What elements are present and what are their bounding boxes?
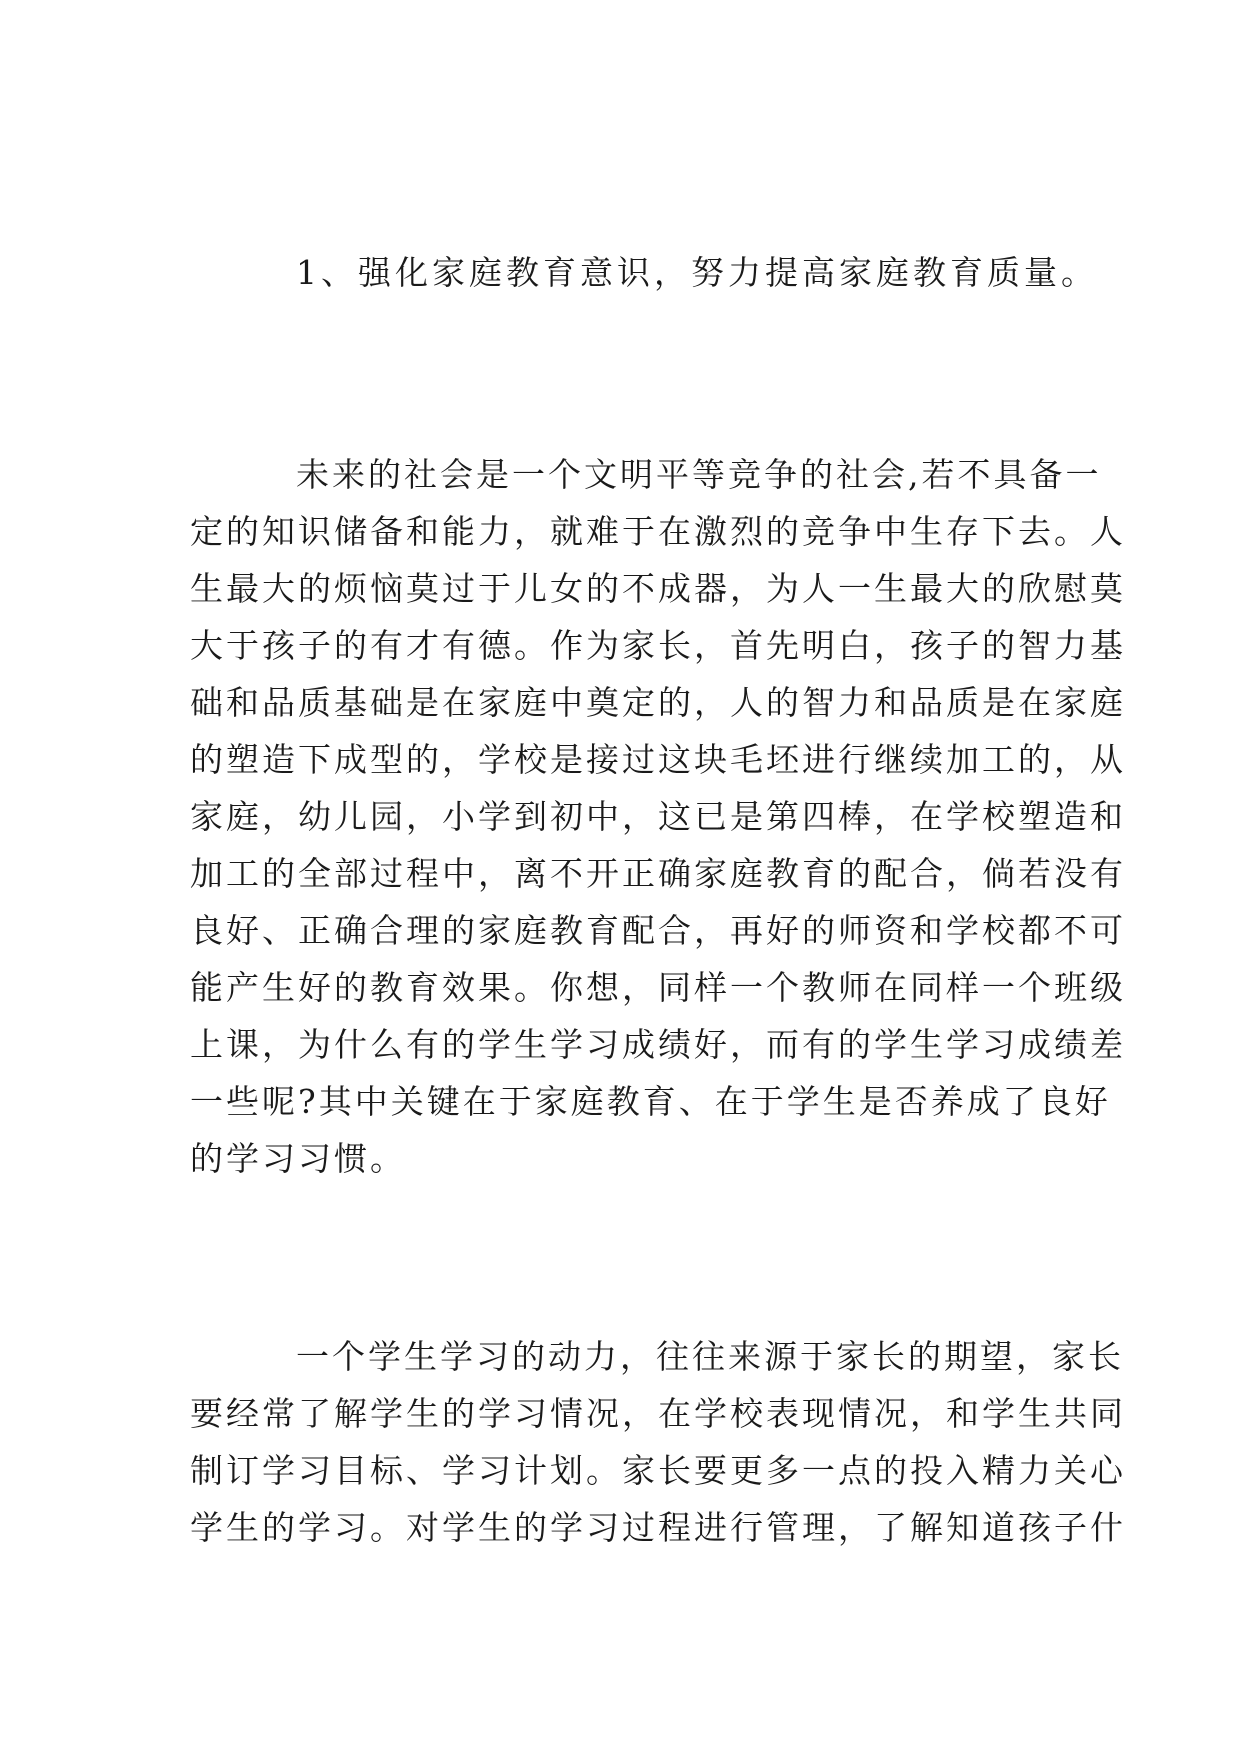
paragraph-line: 大于孩子的有才有德。作为家长，首先明白，孩子的智力基 [190,626,1126,665]
paragraph-line: 家庭，幼儿园，小学到初中，这已是第四棒，在学校塑造和 [190,797,1126,836]
paragraph-line: 良好、正确合理的家庭教育配合，再好的师资和学校都不可 [190,911,1126,950]
paragraph-line: 要经常了解学生的学习情况，在学校表现情况，和学生共同 [190,1394,1126,1433]
paragraph-line: 定的知识储备和能力，就难于在激烈的竞争中生存下去。人 [190,512,1126,551]
paragraph-line: 的塑造下成型的，学校是接过这块毛坯进行继续加工的，从 [190,740,1126,779]
paragraph-line: 础和品质基础是在家庭中奠定的，人的智力和品质是在家庭 [190,683,1126,722]
paragraph-line: 学生的学习。对学生的学习过程进行管理，了解知道孩子什 [190,1508,1126,1547]
paragraph-line: 一些呢?其中关键在于家庭教育、在于学生是否养成了良好 [190,1082,1111,1121]
paragraph-line: 上课，为什么有的学生学习成绩好，而有的学生学习成绩差 [190,1025,1126,1064]
paragraph-line: 未来的社会是一个文明平等竞争的社会,若不具备一 [296,455,1102,494]
section-heading: 1、强化家庭教育意识，努力提高家庭教育质量。 [296,253,1098,292]
paragraph-line: 生最大的烦恼莫过于儿女的不成器，为人一生最大的欣慰莫 [190,569,1126,608]
paragraph-line: 一个学生学习的动力，往往来源于家长的期望，家长 [296,1337,1124,1376]
paragraph-line: 的学习习惯。 [190,1139,406,1178]
paragraph-line: 加工的全部过程中，离不开正确家庭教育的配合，倘若没有 [190,854,1126,893]
paragraph-line: 能产生好的教育效果。你想，同样一个教师在同样一个班级 [190,968,1126,1007]
paragraph-line: 制订学习目标、学习计划。家长要更多一点的投入精力关心 [190,1451,1126,1490]
